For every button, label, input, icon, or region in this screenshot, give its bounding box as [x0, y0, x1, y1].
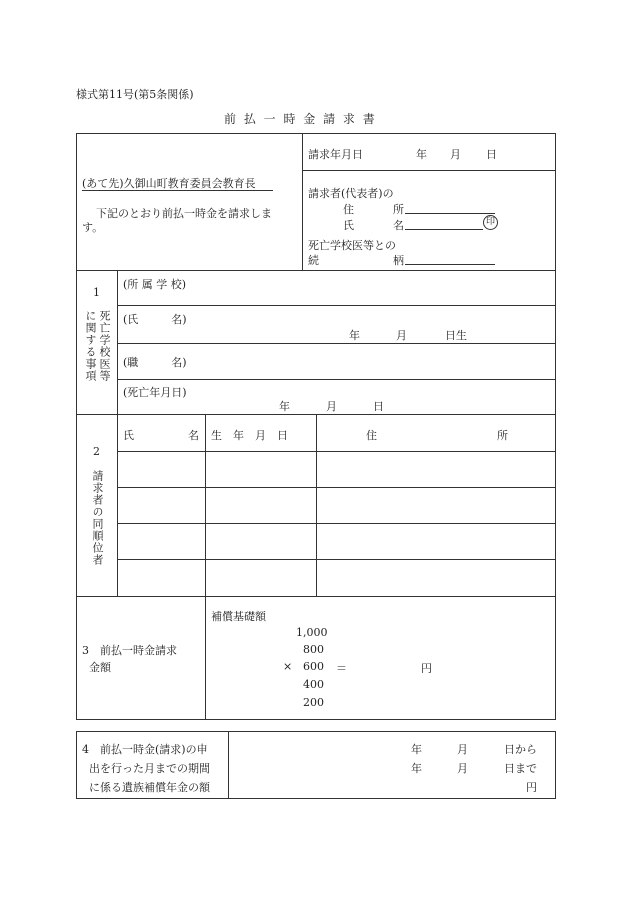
- request-day: 日: [486, 148, 497, 161]
- section3-label-line2: 金額: [89, 661, 111, 674]
- base-amount-label: 補償基礎額: [211, 610, 266, 623]
- address-label-b: 所: [393, 203, 404, 216]
- birth-year: 年: [349, 329, 360, 342]
- death-day: 日: [373, 400, 384, 413]
- period-end-month: 月: [457, 762, 468, 775]
- period-start-month: 月: [457, 743, 468, 756]
- death-date-label: (死亡年月日): [123, 386, 187, 399]
- col-address-b: 所: [497, 429, 508, 442]
- period-start-year: 年: [411, 743, 422, 756]
- multiplier-800: 800: [303, 643, 324, 656]
- statement-line-1: 下記のとおり前払一時金を請求しま: [96, 207, 272, 220]
- name-label-a: 氏: [343, 219, 354, 232]
- period-end-day: 日まで: [504, 762, 537, 775]
- death-month: 月: [326, 400, 337, 413]
- section2-heading: 請求者の同順位者: [91, 470, 104, 566]
- seal-mark: 印: [483, 215, 498, 230]
- multiplier-1000: 1,000: [296, 626, 328, 639]
- col-name-b: 名: [188, 429, 199, 442]
- section1-heading-col2: に関する事項: [84, 310, 97, 382]
- deceased-name-label: (氏 名): [123, 313, 187, 326]
- statement-line-2: す。: [82, 221, 104, 234]
- form-title: 前 払 一 時 金 請 求 書: [224, 112, 377, 126]
- multiplier-200: 200: [303, 696, 324, 709]
- section2-number: 2: [93, 445, 100, 458]
- section4-label-line2: 出を行った月までの期間: [89, 762, 210, 775]
- section1-heading-col1: 死亡学校医等: [98, 310, 111, 382]
- section4-label-line1: 4 前払一時金(請求)の申: [82, 743, 208, 756]
- job-label: (職 名): [123, 356, 187, 369]
- multiplier-600: 600: [303, 660, 324, 673]
- request-year: 年: [416, 148, 427, 161]
- form-number: 様式第11号(第5条関係): [76, 88, 194, 101]
- period-start-day: 日から: [504, 743, 537, 756]
- school-label: (所 属 学 校): [123, 278, 187, 291]
- name-label-b: 名: [393, 219, 404, 232]
- amount-yen: 円: [421, 662, 432, 675]
- col-birth: 生 年 月 日: [211, 429, 288, 442]
- section1-number: 1: [93, 286, 100, 299]
- section4-label-line3: に係る遺族補償年金の額: [89, 781, 210, 794]
- period-end-year: 年: [411, 762, 422, 775]
- pension-yen: 円: [526, 781, 537, 794]
- birth-month: 月: [396, 329, 407, 342]
- relation-label-a: 続: [308, 254, 319, 267]
- relation-label-b: 柄: [393, 254, 404, 267]
- address-line: [405, 213, 495, 214]
- address-label-a: 住: [343, 203, 354, 216]
- claimant-label: 請求者(代表者)の: [308, 187, 394, 200]
- col-name-a: 氏: [123, 429, 134, 442]
- relative-row-2: [118, 488, 204, 522]
- equals-sign: ＝: [336, 662, 347, 675]
- col-address-a: 住: [366, 429, 377, 442]
- multiplier-400: 400: [303, 678, 324, 691]
- request-month: 月: [450, 148, 461, 161]
- addressee: (あて先)久御山町教育委員会教育長: [82, 177, 256, 190]
- relation-label-line1: 死亡学校医等との: [308, 239, 396, 252]
- times-sign: ×: [283, 660, 293, 673]
- death-year: 年: [279, 400, 290, 413]
- request-date-label: 請求年月日: [308, 148, 363, 161]
- birth-day: 日生: [445, 329, 467, 342]
- relation-line: [405, 264, 495, 265]
- relative-row-4: [118, 560, 204, 594]
- relative-row-3: [118, 524, 204, 558]
- name-line: [405, 229, 483, 230]
- section3-label-line1: 3 前払一時金請求: [82, 644, 177, 657]
- relative-row-1: [118, 452, 204, 486]
